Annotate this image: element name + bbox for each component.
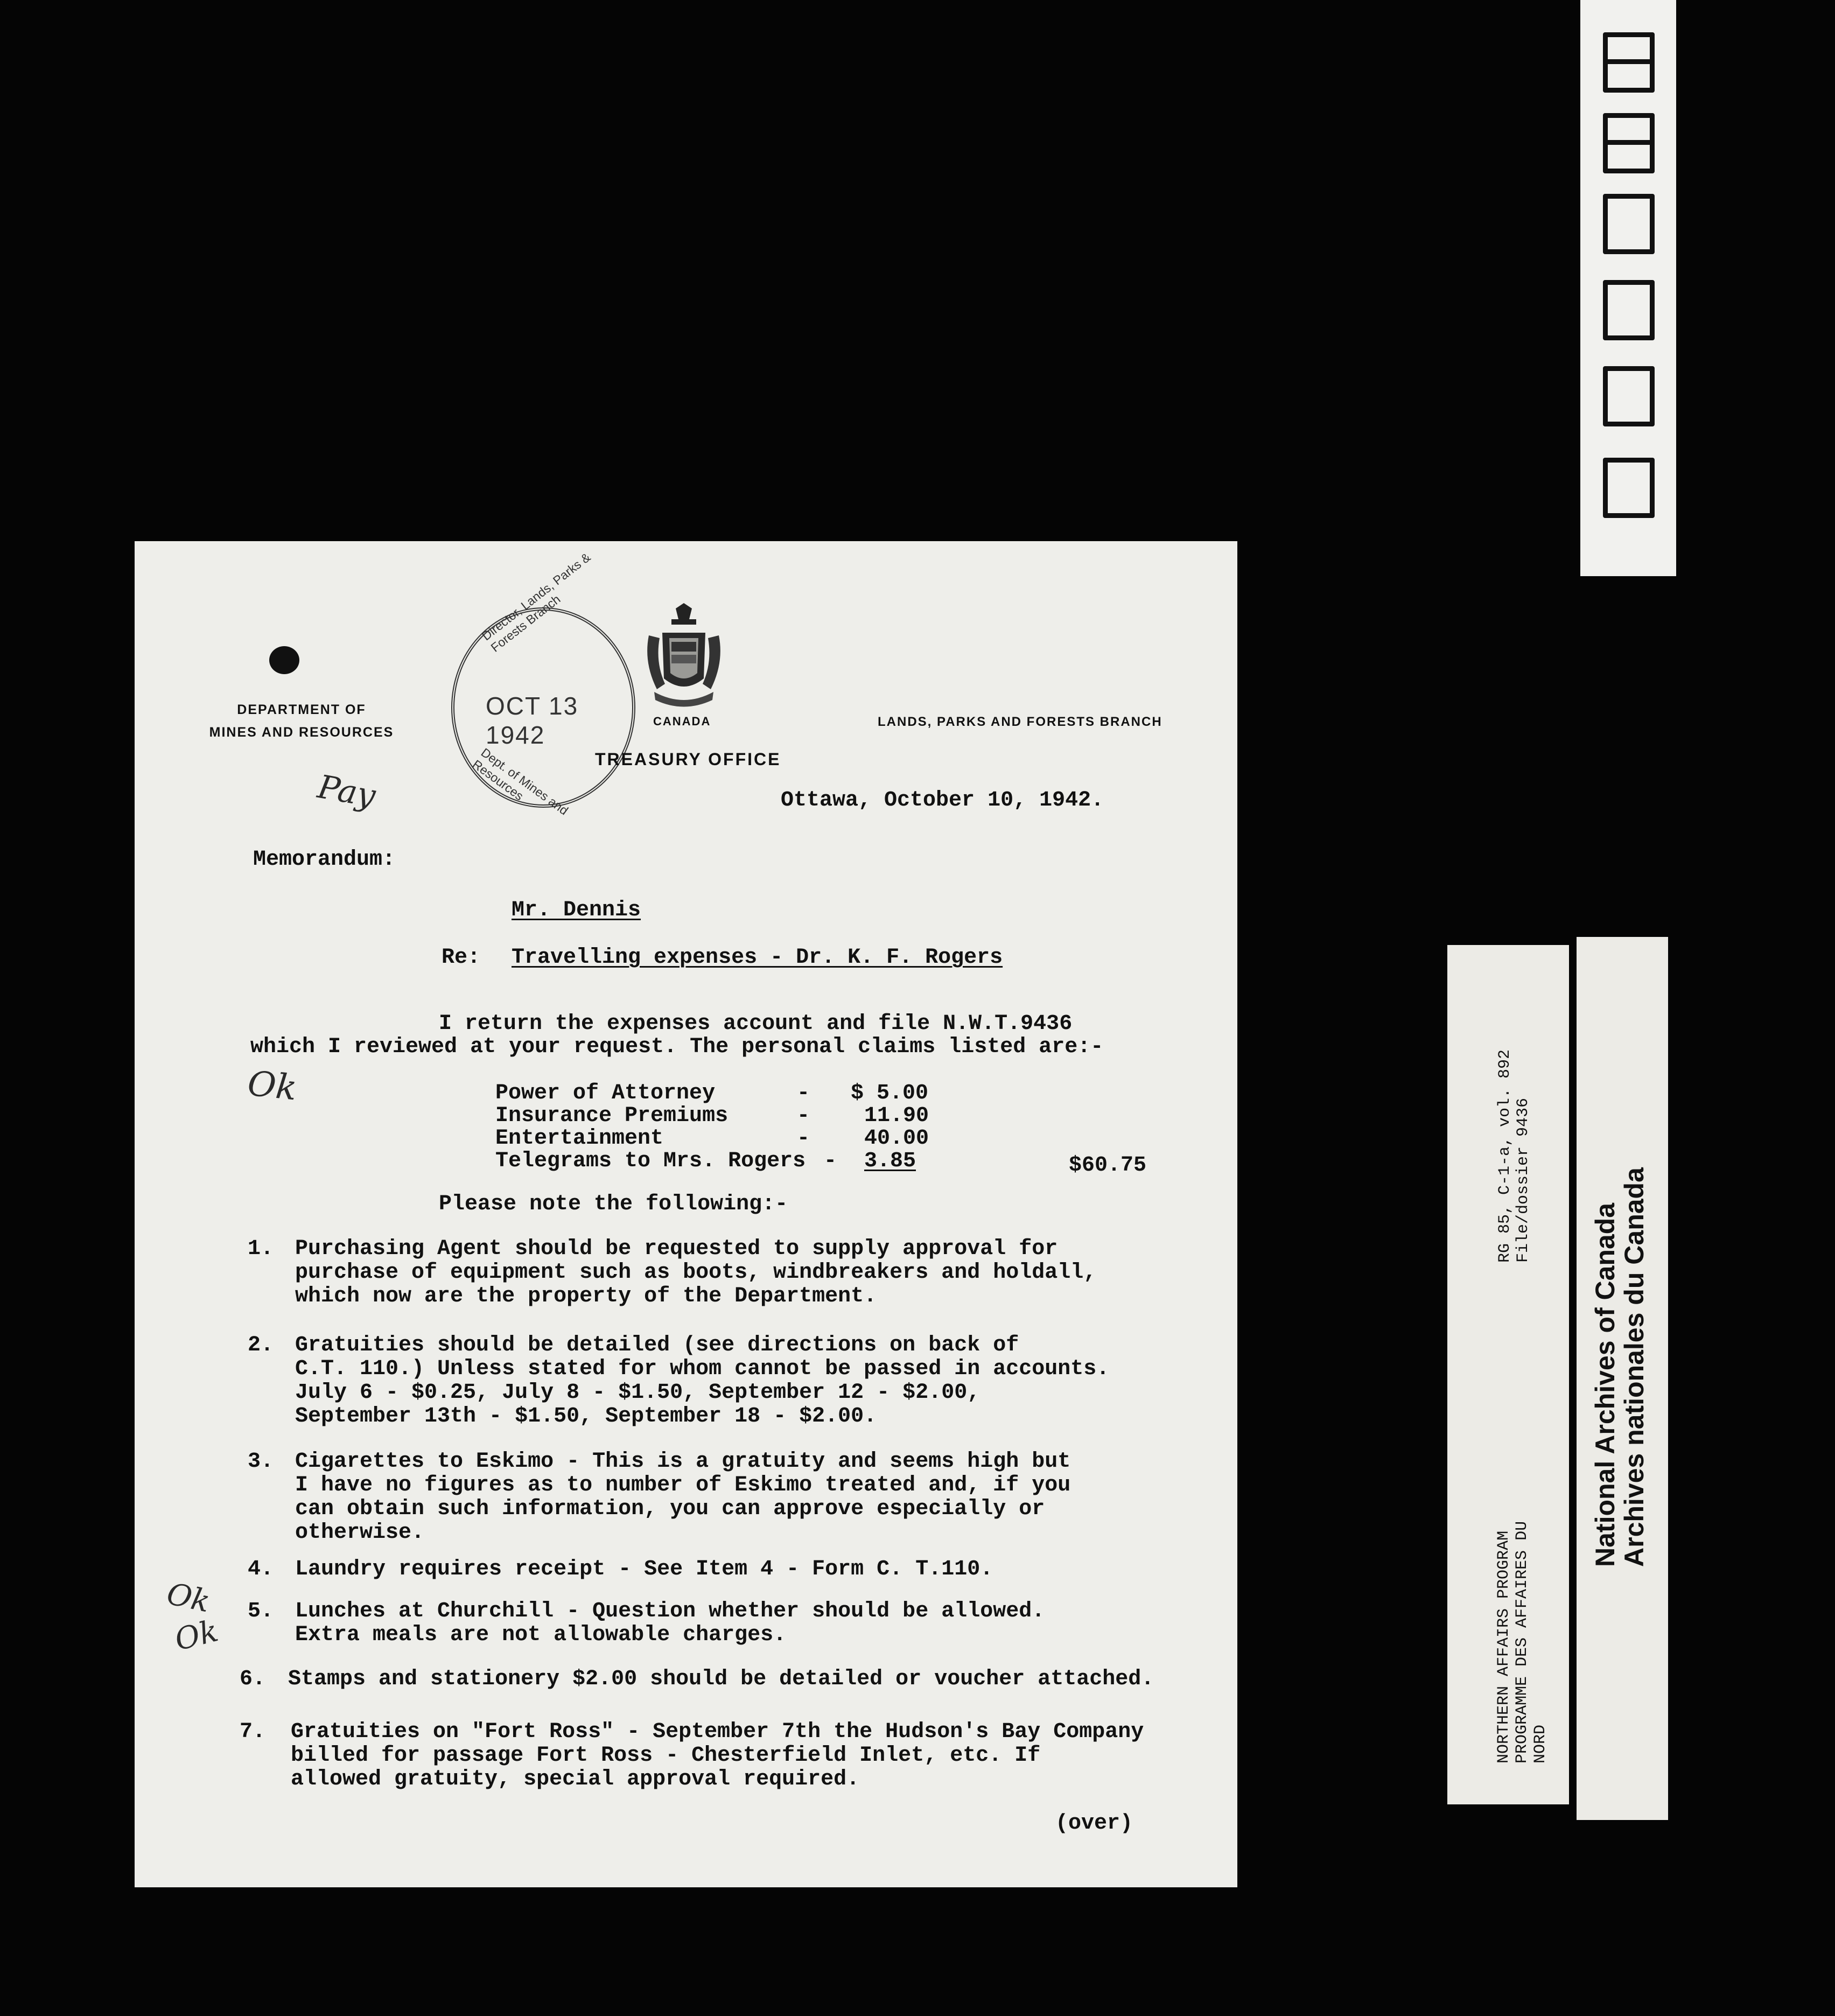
item-line: Gratuities on "Fort Ross" - September 7th the Hudson's Bay Company [291, 1720, 1144, 1744]
re-subject: Travelling expenses - Dr. K. F. Rogers [512, 946, 1003, 970]
claim-row [495, 1149, 916, 1173]
intro-line: I return the expenses account and file N.W.T.9436 [439, 1012, 1073, 1036]
item-number: 7. [240, 1720, 266, 1744]
item-line: I have no figures as to number of Eskimo treated and, if you [295, 1473, 1071, 1497]
item-line: which now are the property of the Department. [295, 1284, 877, 1308]
claim-label: Insurance Premiums [495, 1104, 729, 1128]
claim-amount: $ 5.00 [851, 1081, 929, 1105]
claims-total: $60.75 [1069, 1153, 1147, 1178]
item-number: 4. [248, 1557, 274, 1581]
program-block [1495, 1521, 1550, 1763]
frame-digit [1595, 275, 1662, 346]
note-intro: Please note the following:- [439, 1192, 788, 1216]
reference-block [1496, 1049, 1532, 1263]
program-line: NORTHERN AFFAIRS PROGRAM [1495, 1530, 1513, 1763]
claim-amount: 11.90 [864, 1104, 929, 1128]
claim-label: Entertainment [495, 1126, 664, 1151]
branch-heading: LANDS, PARKS AND FORESTS BRANCH [878, 715, 1162, 729]
recipient: Mr. Dennis [512, 898, 641, 922]
item-line: Stamps and stationery $2.00 should be detailed or voucher attached. [288, 1667, 1154, 1691]
item-number: 6. [240, 1667, 266, 1691]
claim-amount: 40.00 [864, 1126, 929, 1151]
handwritten-initials: Pay [314, 768, 379, 815]
item-line: Cigarettes to Eskimo - This is a gratuity and seems high but [295, 1450, 1071, 1474]
treasury-office-heading: TREASURY OFFICE [595, 750, 781, 769]
claim-row [495, 1104, 929, 1128]
claim-amount: 3.85 [864, 1149, 916, 1173]
stamp-date: OCT 13 1942 [486, 692, 579, 749]
stamp-bottom-text: Dept. of Mines and Resources [470, 745, 571, 818]
claim-dash: - [797, 1104, 810, 1128]
national-archives-strip [1577, 937, 1668, 1820]
received-stamp [451, 550, 635, 818]
archives-name-block [1591, 1167, 1649, 1567]
claim-dash: - [824, 1149, 837, 1173]
department-line: DEPARTMENT OF [237, 702, 366, 717]
item-number: 3. [248, 1450, 274, 1474]
item-line: Laundry requires receipt - See Item 4 - Form C. T.110. [295, 1557, 993, 1581]
memo-page [135, 541, 1237, 1887]
frame-digit [1595, 452, 1662, 523]
stamp-top-text: Director, Lands, Parks & Forests Branch [479, 550, 593, 655]
frame-digit [1595, 108, 1662, 179]
claim-dash: - [797, 1126, 810, 1151]
claim-label: Power of Attorney [495, 1081, 716, 1105]
reference-line: RG 85, C-1-a, vol. 892 [1496, 1049, 1514, 1263]
country-label: CANADA [653, 715, 711, 728]
item-line: Purchasing Agent should be requested to supply approval for [295, 1237, 1058, 1261]
item-number: 2. [248, 1333, 274, 1357]
program-line: PROGRAMME DES AFFAIRES DU [1513, 1521, 1531, 1763]
item-line: billed for passage Fort Ross - Chesterfield Inlet, etc. If [291, 1744, 1041, 1768]
memo-label: Memorandum: [253, 848, 396, 872]
item-line: Gratuities should be detailed (see directions on back of [295, 1333, 1019, 1357]
handwritten-ok-mark: Ok [246, 1063, 299, 1109]
item-line: Extra meals are not allowable charges. [295, 1623, 787, 1647]
item-number: 5. [248, 1599, 274, 1623]
claim-dash: - [797, 1081, 810, 1105]
item-line: C.T. 110.) Unless stated for whom cannot be passed in accounts. [295, 1357, 1110, 1381]
department-heading [205, 698, 398, 744]
claim-row [495, 1081, 929, 1105]
item-line: otherwise. [295, 1521, 425, 1545]
over-note: (over) [1055, 1811, 1133, 1836]
claim-row [495, 1126, 929, 1151]
item-line: Lunches at Churchill - Question whether should be allowed. [295, 1599, 1045, 1623]
program-line: NORD [1531, 1724, 1550, 1763]
frame-digit [1595, 188, 1662, 260]
date-line: Ottawa, October 10, 1942. [781, 788, 1104, 813]
punch-hole [269, 646, 299, 674]
item-line: September 13th - $1.50, September 18 - $2.00. [295, 1404, 877, 1429]
claim-label: Telegrams to Mrs. Rogers [495, 1149, 806, 1173]
item-line: allowed gratuity, special approval required. [291, 1767, 860, 1791]
re-label: Re: [442, 946, 481, 970]
frame-number-strip [1580, 0, 1676, 576]
item-line: can obtain such information, you can approve especially or [295, 1497, 1045, 1521]
frame-digit [1595, 27, 1662, 98]
department-line: MINES AND RESOURCES [209, 725, 394, 740]
item-line: purchase of equipment such as boots, windbreakers and holdall, [295, 1261, 1097, 1285]
archives-name-fr: Archives nationales du Canada [1619, 1167, 1649, 1567]
intro-line: which I reviewed at your request. The personal claims listed are:- [250, 1035, 1104, 1059]
reference-line: File/dossier 9436 [1514, 1097, 1532, 1263]
item-line: July 6 - $0.25, July 8 - $1.50, September 12 - $2.00, [295, 1381, 980, 1405]
claims-table [495, 1081, 929, 1173]
handwritten-ok-item5: Ok [164, 1576, 213, 1620]
archives-name-en: National Archives of Canada [1590, 1202, 1620, 1567]
frame-digit [1595, 361, 1662, 432]
item-number: 1. [248, 1237, 274, 1261]
archive-reference-strip [1447, 945, 1569, 1804]
handwritten-ok-item5: Ok [171, 1613, 222, 1658]
coat-of-arms-icon [643, 603, 724, 711]
